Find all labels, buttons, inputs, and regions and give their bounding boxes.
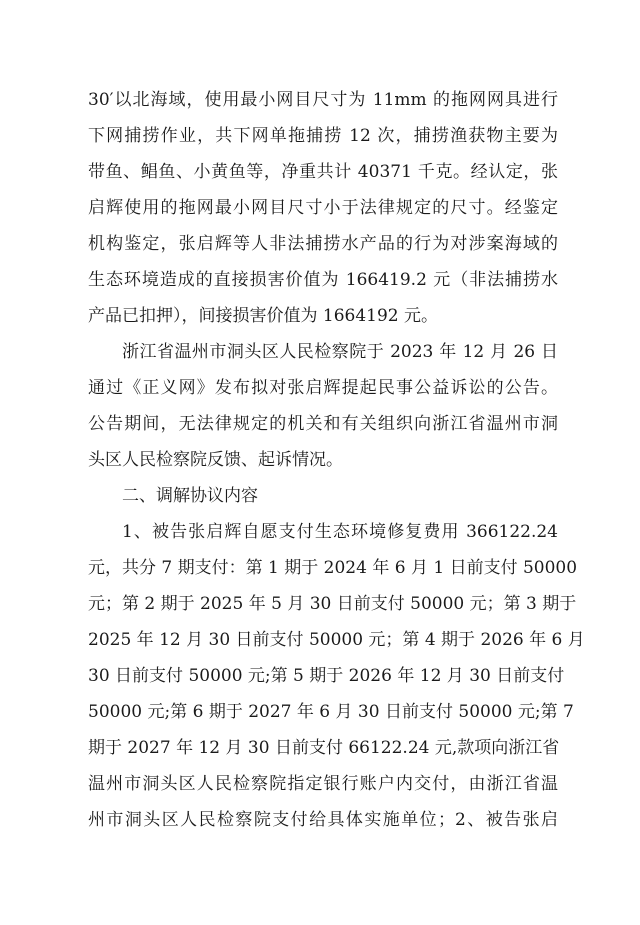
body-text-line: 50000 元;第 6 期于 2027 年 6 月 30 日前支付 50000 元;第 7 xyxy=(88,702,574,722)
body-text-line: 元，共分 7 期支付：第 1 期于 2024 年 6 月 1 日前支付 50000 xyxy=(88,558,578,578)
body-text-line: 头区人民检察院反馈、起诉情况。 xyxy=(88,450,343,470)
body-text-line: 带鱼、鲳鱼、小黄鱼等，净重共计 40371 千克。经认定，张 xyxy=(88,162,558,182)
body-text-line: 30′以北海域，使用最小网目尺寸为 11mm 的拖网网具进行 xyxy=(88,90,558,110)
body-text-line: 生态环境造成的直接损害价值为 166419.2 元（非法捕捞水 xyxy=(88,270,558,290)
body-text-line: 1、被告张启辉自愿支付生态环境修复费用 366122.24 xyxy=(122,522,558,542)
body-text-line: 温州市洞头区人民检察院指定银行账户内交付，由浙江省温 xyxy=(88,774,558,794)
body-text-line: 公告期间，无法律规定的机关和有关组织向浙江省温州市洞 xyxy=(88,414,558,434)
body-text-line: 通过《正义网》发布拟对张启辉提起民事公益诉讼的公告。 xyxy=(88,378,558,398)
body-text-line: 机构鉴定，张启辉等人非法捕捞水产品的行为对涉案海域的 xyxy=(88,234,558,254)
body-text-line: 启辉使用的拖网最小网目尺寸小于法律规定的尺寸。经鉴定 xyxy=(88,198,558,218)
body-text-line: 元；第 2 期于 2025 年 5 月 30 日前支付 50000 元；第 3 期于 xyxy=(88,594,577,614)
body-text-line: 下网捕捞作业，共下网单拖捕捞 12 次，捕捞渔获物主要为 xyxy=(88,126,558,146)
body-text-line: 浙江省温州市洞头区人民检察院于 2023 年 12 月 26 日 xyxy=(122,342,558,362)
section-heading: 二、调解协议内容 xyxy=(122,486,258,506)
body-text-line: 期于 2027 年 12 月 30 日前支付 66122.24 元,款项向浙江省 xyxy=(88,738,560,758)
body-text-line: 产品已扣押），间接损害价值为 1664192 元。 xyxy=(88,306,439,326)
body-text-line: 州市洞头区人民检察院支付给具体实施单位；2、被告张启 xyxy=(88,810,558,830)
body-text-line: 30 日前支付 50000 元;第 5 期于 2026 年 12 月 30 日前支付 xyxy=(88,666,565,686)
body-text-line: 2025 年 12 月 30 日前支付 50000 元；第 4 期于 2026 年 6 月 xyxy=(88,630,585,650)
